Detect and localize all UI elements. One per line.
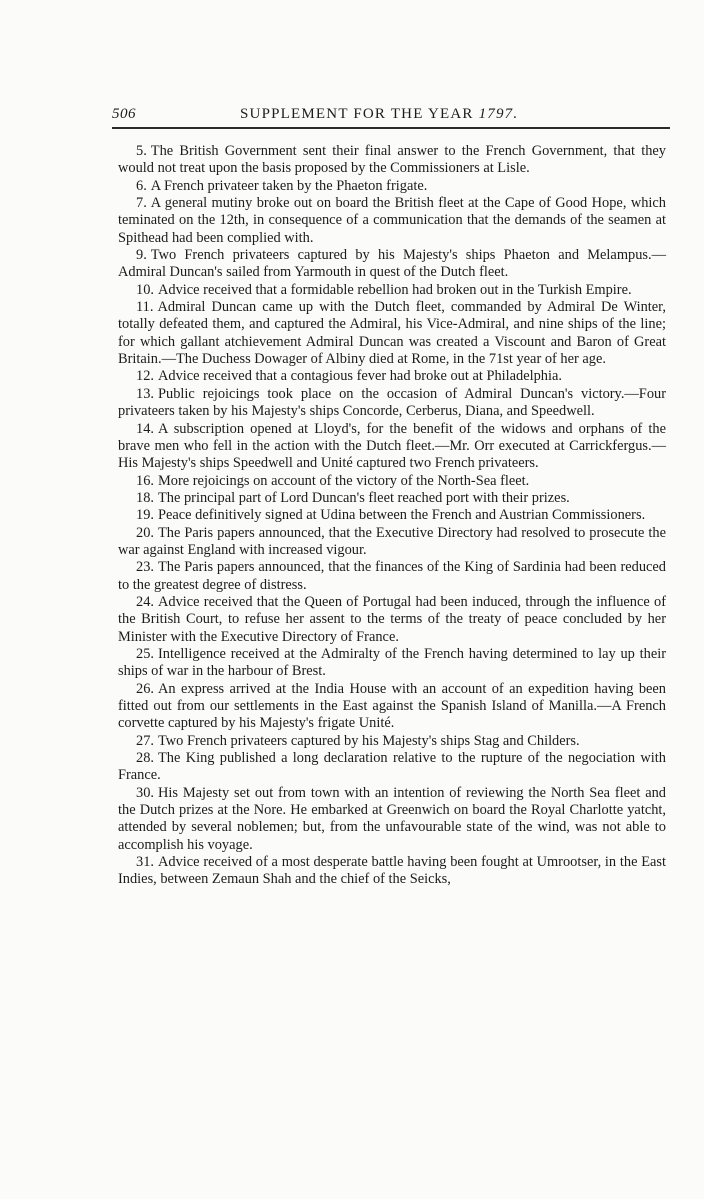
entry-day: 20. — [136, 524, 154, 541]
chronicle-entry — [118, 368, 666, 385]
entry-day: 26. — [136, 680, 154, 697]
chronicle-entry — [118, 299, 666, 368]
entry-text: An express arrived at the India House with an account of an expedition having been fitted out from our settlements in the East against the Spanish Island of Manilla.—A French corvette captured by his Majesty's frigate Unité. — [118, 680, 666, 732]
entry-text: Advice received that a formidable rebellion had broken out in the Turkish Empire. — [158, 281, 632, 298]
entry-day: 12. — [136, 368, 154, 385]
entry-day: 7. — [136, 195, 147, 212]
entry-text: Advice received that the Queen of Portugal had been induced, through the influence of the British Court, to refuse her assent to the terms of the treaty of peace concluded by her Minister with the Executive Directory of France. — [118, 593, 666, 645]
entry-day: 18. — [136, 489, 154, 506]
entry-text: The Paris papers announced, that the Executive Directory had resolved to prosecute the war against England with increased vigour. — [118, 524, 666, 558]
entry-text: Public rejoicings took place on the occasion of Admiral Duncan's victory.—Four privateers taken by his Majesty's ships Concorde, Cerberus, Diana, and Speedwell. — [118, 385, 666, 420]
entry-text: Two French privateers captured by his Majesty's ships Phaeton and Melampus.—Admiral Duncan's sailed from Yarmouth in quest of the Dutch fleet. — [118, 247, 666, 281]
chronicle-entry — [118, 854, 666, 889]
chronicle-entry — [118, 143, 666, 178]
entry-day: 24. — [136, 593, 154, 610]
chronicle-entry — [118, 178, 666, 195]
entry-text: His Majesty set out from town with an intention of reviewing the North Sea fleet and the Dutch prizes at the Nore. He embarked at Greenwich on board the Royal Charlotte yatcht, attended by several noblemen; but, from the unfavourable state of the wind, was not able to accomplish his voyage. — [118, 784, 666, 853]
chronicle-entry — [118, 785, 666, 854]
chronicle-entry — [118, 750, 666, 785]
entry-day: 10. — [136, 281, 154, 298]
chronicle-entry — [118, 490, 666, 507]
chronicle-entry — [118, 559, 666, 594]
entry-day: 25. — [136, 645, 154, 662]
entry-day: 28. — [136, 750, 154, 767]
chronicle-entry — [118, 421, 666, 473]
chronicle-entry — [118, 594, 666, 646]
entry-text: A French privateer taken by the Phaeton frigate. — [150, 177, 428, 194]
entry-text: A subscription opened at Lloyd's, for the benefit of the widows and orphans of the brave men who fell in the action with the Dutch fleet.—Mr. Orr executed at Carrickfergus.—His Majesty's ships Speedwell and Unité captured two French privateers. — [118, 420, 666, 472]
entry-text: Admiral Duncan came up with the Dutch fleet, commanded by Admiral De Winter, totally defeated them, and captured the Admiral, his Vice-Admiral, and nine ships of the line; for which gallant atchievement Admiral Duncan was created a Viscount and Baron of Great Britain.—The Duchess Dowager of Albiny died at Rome, in the 71st year of her age. — [118, 299, 666, 368]
entry-text: Two French privateers captured by his Majesty's ships Stag and Childers. — [158, 732, 580, 749]
entry-text: Advice received of a most desperate battle having been fought at Umrootser, in the East Indies, between Zemaun Shah and the chief of the Seicks, — [118, 854, 666, 888]
entry-text: Peace definitively signed at Udina between the French and Austrian Commissioners. — [158, 507, 646, 524]
running-title — [240, 106, 518, 123]
entry-text: The King published a long declaration relative to the rupture of the negociation with France. — [118, 750, 666, 784]
chronicle-entry — [118, 473, 666, 490]
chronicle-entry — [118, 507, 666, 524]
entry-day: 6. — [136, 177, 147, 194]
page-number: 506 — [112, 106, 136, 122]
entry-day: 16. — [136, 472, 154, 489]
chronicle-entry — [118, 247, 666, 282]
running-title-text: SUPPLEMENT FOR THE YEAR — [240, 106, 479, 122]
entry-text: The British Government sent their final answer to the French Government, that they would not treat upon the basis proposed by the Commissioners at Lisle. — [118, 143, 666, 177]
entry-day: 13. — [136, 385, 154, 402]
running-title-year: 1797. — [478, 106, 519, 122]
entry-day: 14. — [136, 420, 154, 437]
entry-day: 11. — [136, 299, 154, 316]
chronicle-entry — [118, 733, 666, 750]
chronicle-entry — [118, 282, 666, 299]
entry-text: Advice received that a contagious fever had broke out at Philadelphia. — [158, 368, 562, 385]
chronicle-entry — [118, 646, 666, 681]
chronicle-entry — [118, 681, 666, 733]
chronicle-entry — [118, 386, 666, 421]
entry-day: 5. — [136, 143, 147, 159]
page-header — [112, 104, 672, 128]
entry-text: Intelligence received at the Admiralty of the French having determined to lay up their ships of war in the harbour of Brest. — [118, 645, 666, 680]
chronicle-body — [118, 143, 666, 889]
entry-day: 31. — [136, 854, 154, 871]
entry-day: 19. — [136, 507, 154, 524]
entry-day: 23. — [136, 559, 154, 576]
entry-text: The Paris papers announced, that the finances of the King of Sardinia had been reduced to the greatest degree of distress. — [118, 559, 666, 593]
entry-day: 9. — [136, 247, 147, 264]
chronicle-entry — [118, 525, 666, 560]
header-rule — [112, 127, 670, 129]
entry-day: 30. — [136, 784, 154, 801]
chronicle-entry — [118, 195, 666, 247]
entry-text: The principal part of Lord Duncan's fleet reached port with their prizes. — [158, 489, 570, 506]
entry-text: More rejoicings on account of the victory of the North-Sea fleet. — [158, 472, 530, 489]
entry-text: A general mutiny broke out on board the British fleet at the Cape of Good Hope, which teminated on the 12th, in consequence of a communication that the demands of the seamen at Spithead had been complied with. — [118, 195, 666, 246]
entry-day: 27. — [136, 732, 154, 749]
